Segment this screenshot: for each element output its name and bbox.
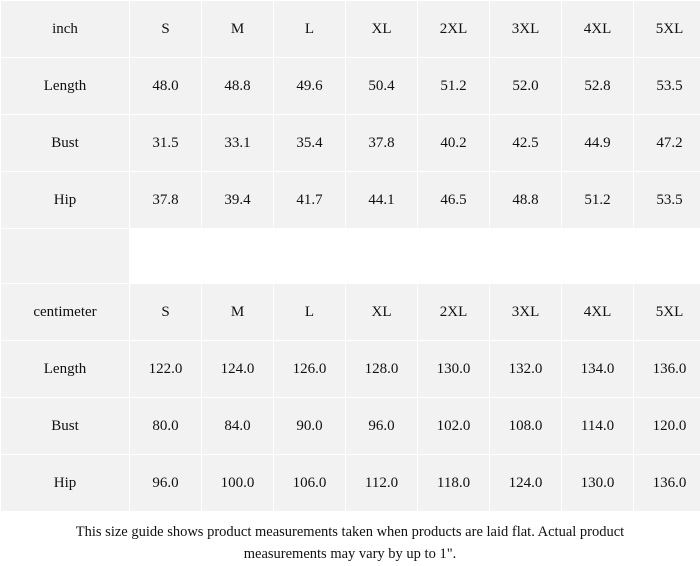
column-header-m-inch: M <box>202 1 274 58</box>
size-guide-note: This size guide shows product measurements taken when products are laid flat. Actual product measurements may vary by up to 1". <box>0 512 700 566</box>
cell-hip-xl-cm: 112.0 <box>346 455 418 512</box>
cell-hip-l-cm: 106.0 <box>274 455 346 512</box>
column-header-2xl-cm: 2XL <box>418 284 490 341</box>
spacer-cell-left <box>1 229 130 284</box>
column-header-m-cm: M <box>202 284 274 341</box>
column-header-5xl-cm: 5XL <box>634 284 700 341</box>
unit-label-centimeter: centimeter <box>1 284 130 341</box>
row-label-bust-inch: Bust <box>1 115 130 172</box>
cell-length-2xl-inch: 51.2 <box>418 58 490 115</box>
cell-hip-2xl-cm: 118.0 <box>418 455 490 512</box>
row-label-hip-inch: Hip <box>1 172 130 229</box>
column-header-s-cm: S <box>130 284 202 341</box>
column-header-s-inch: S <box>130 1 202 58</box>
spacer-cell <box>562 229 634 284</box>
column-header-4xl-cm: 4XL <box>562 284 634 341</box>
spacer-cell <box>274 229 346 284</box>
row-label-hip-cm: Hip <box>1 455 130 512</box>
cell-hip-s-inch: 37.8 <box>130 172 202 229</box>
cell-bust-m-cm: 84.0 <box>202 398 274 455</box>
cell-bust-l-cm: 90.0 <box>274 398 346 455</box>
table-row <box>1 115 700 172</box>
cell-hip-3xl-cm: 124.0 <box>490 455 562 512</box>
cell-length-l-inch: 49.6 <box>274 58 346 115</box>
column-header-xl-cm: XL <box>346 284 418 341</box>
cell-bust-s-inch: 31.5 <box>130 115 202 172</box>
cell-length-4xl-cm: 134.0 <box>562 341 634 398</box>
row-label-bust-cm: Bust <box>1 398 130 455</box>
cell-bust-l-inch: 35.4 <box>274 115 346 172</box>
cell-length-s-inch: 48.0 <box>130 58 202 115</box>
cell-length-2xl-cm: 130.0 <box>418 341 490 398</box>
cell-bust-4xl-inch: 44.9 <box>562 115 634 172</box>
cell-hip-m-inch: 39.4 <box>202 172 274 229</box>
spacer-cell <box>346 229 418 284</box>
cell-length-m-inch: 48.8 <box>202 58 274 115</box>
cell-hip-l-inch: 41.7 <box>274 172 346 229</box>
cell-length-4xl-inch: 52.8 <box>562 58 634 115</box>
table-row <box>1 172 700 229</box>
cell-hip-2xl-inch: 46.5 <box>418 172 490 229</box>
cell-hip-m-cm: 100.0 <box>202 455 274 512</box>
table-row <box>1 455 700 512</box>
spacer-cell <box>490 229 562 284</box>
cell-bust-4xl-cm: 114.0 <box>562 398 634 455</box>
column-header-3xl-inch: 3XL <box>490 1 562 58</box>
column-header-3xl-cm: 3XL <box>490 284 562 341</box>
column-header-xl-inch: XL <box>346 1 418 58</box>
cell-bust-3xl-cm: 108.0 <box>490 398 562 455</box>
spacer-cell <box>418 229 490 284</box>
column-header-l-inch: L <box>274 1 346 58</box>
table-spacer-row <box>1 229 700 284</box>
table-row <box>1 341 700 398</box>
cell-bust-2xl-cm: 102.0 <box>418 398 490 455</box>
unit-label-inch: inch <box>1 1 130 58</box>
cell-bust-xl-inch: 37.8 <box>346 115 418 172</box>
cell-bust-5xl-cm: 120.0 <box>634 398 700 455</box>
cell-hip-xl-inch: 44.1 <box>346 172 418 229</box>
table-header-row-inch <box>1 1 700 58</box>
row-label-length-inch: Length <box>1 58 130 115</box>
spacer-cell <box>202 229 274 284</box>
cell-bust-5xl-inch: 47.2 <box>634 115 700 172</box>
cell-hip-s-cm: 96.0 <box>130 455 202 512</box>
cell-hip-3xl-inch: 48.8 <box>490 172 562 229</box>
column-header-l-cm: L <box>274 284 346 341</box>
cell-length-xl-cm: 128.0 <box>346 341 418 398</box>
cell-hip-5xl-inch: 53.5 <box>634 172 700 229</box>
column-header-5xl-inch: 5XL <box>634 1 700 58</box>
cell-length-5xl-cm: 136.0 <box>634 341 700 398</box>
cell-length-m-cm: 124.0 <box>202 341 274 398</box>
cell-length-5xl-inch: 53.5 <box>634 58 700 115</box>
row-label-length-cm: Length <box>1 341 130 398</box>
cell-bust-2xl-inch: 40.2 <box>418 115 490 172</box>
column-header-4xl-inch: 4XL <box>562 1 634 58</box>
spacer-cell <box>634 229 700 284</box>
table-row <box>1 58 700 115</box>
cell-bust-3xl-inch: 42.5 <box>490 115 562 172</box>
cell-bust-xl-cm: 96.0 <box>346 398 418 455</box>
cell-length-3xl-inch: 52.0 <box>490 58 562 115</box>
cell-length-3xl-cm: 132.0 <box>490 341 562 398</box>
table-header-row-centimeter <box>1 284 700 341</box>
cell-hip-4xl-inch: 51.2 <box>562 172 634 229</box>
cell-hip-4xl-cm: 130.0 <box>562 455 634 512</box>
table-row <box>1 398 700 455</box>
cell-length-xl-inch: 50.4 <box>346 58 418 115</box>
column-header-2xl-inch: 2XL <box>418 1 490 58</box>
cell-hip-5xl-cm: 136.0 <box>634 455 700 512</box>
spacer-cell <box>130 229 202 284</box>
cell-length-l-cm: 126.0 <box>274 341 346 398</box>
cell-length-s-cm: 122.0 <box>130 341 202 398</box>
cell-bust-m-inch: 33.1 <box>202 115 274 172</box>
cell-bust-s-cm: 80.0 <box>130 398 202 455</box>
